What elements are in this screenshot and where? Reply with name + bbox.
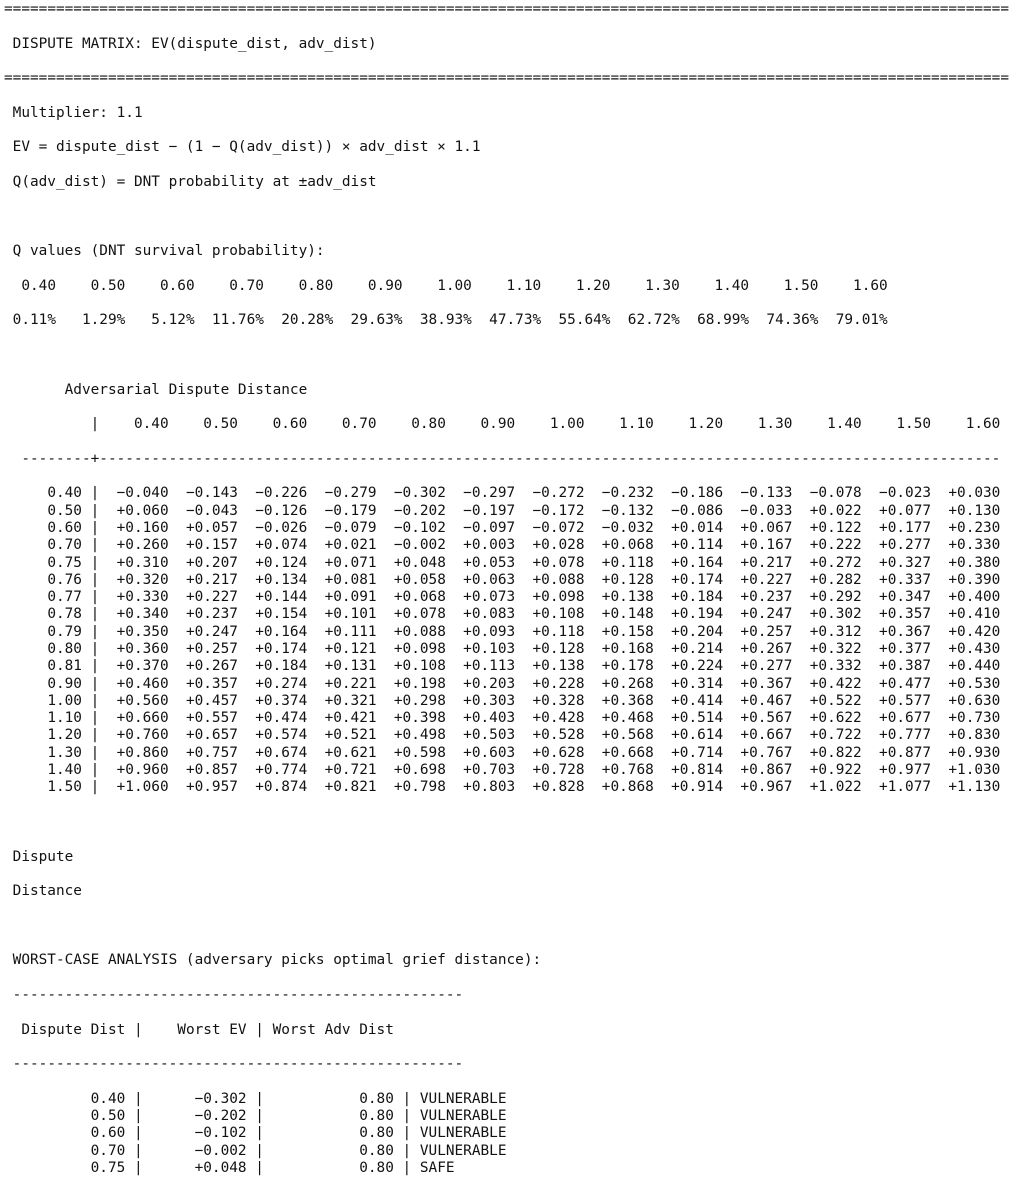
q-definition-line: Q(adv_dist) = DNT probability at ±adv_dist (12, 173, 377, 190)
matrix-separator: --------+-------------------------------------------------------------------------------------------------------- (4, 450, 1001, 467)
matrix-row: 0.50 | +0.060 −0.043 −0.126 −0.179 −0.202 −0.197 −0.172 −0.132 −0.086 −0.033 +0.022 +0.077 +0.130 (4, 502, 1001, 519)
worst-case-row: 0.40 | −0.302 | 0.80 | VULNERABLE (4, 1090, 507, 1107)
blank-line (4, 814, 1024, 831)
banner-bottom-border: ==================================================================================================================== (4, 70, 1010, 87)
q-probabilities-line: 0.11% 1.29% 5.12% 11.76% 20.28% 29.63% 38.93% 47.73% 55.64% 62.72% 68.99% 74.36% 79.01% (4, 312, 888, 329)
matrix-row: 0.78 | +0.340 +0.237 +0.154 +0.101 +0.078 +0.083 +0.108 +0.148 +0.194 +0.247 +0.302 +0.357 +0.410 (4, 606, 1001, 623)
matrix-row: 0.76 | +0.320 +0.217 +0.134 +0.081 +0.058 +0.063 +0.088 +0.128 +0.174 +0.227 +0.282 +0.337 +0.390 (4, 571, 1001, 588)
matrix-row: 1.20 | +0.760 +0.657 +0.574 +0.521 +0.498 +0.503 +0.528 +0.568 +0.614 +0.667 +0.722 +0.777 +0.830 (4, 727, 1001, 744)
matrix-row-axis-label-2: Distance (12, 883, 82, 900)
matrix-row: 0.40 | −0.040 −0.143 −0.226 −0.279 −0.302 −0.297 −0.272 −0.232 −0.186 −0.133 −0.078 −0.023 +0.030 (4, 485, 1001, 502)
worst-case-separator-bottom: ---------------------------------------------------- (4, 1056, 464, 1073)
matrix-row: 0.80 | +0.360 +0.257 +0.174 +0.121 +0.098 +0.103 +0.128 +0.168 +0.214 +0.267 +0.322 +0.377 +0.430 (4, 640, 1001, 657)
worst-case-row: 0.50 | −0.202 | 0.80 | VULNERABLE (4, 1108, 507, 1124)
matrix-row: 0.60 | +0.160 +0.057 −0.026 −0.079 −0.102 −0.097 −0.072 −0.032 +0.014 +0.067 +0.122 +0.177 +0.230 (4, 519, 1001, 536)
page-title: DISPUTE MATRIX: EV(dispute_dist, adv_dist) (12, 35, 377, 52)
worst-case-rows (4, 1091, 1024, 1177)
blank-line (4, 347, 1024, 364)
matrix-row: 0.75 | +0.310 +0.207 +0.124 +0.071 +0.048 +0.053 +0.078 +0.118 +0.164 +0.217 +0.272 +0.327 +0.380 (4, 554, 1001, 571)
matrix-row: 1.30 | +0.860 +0.757 +0.674 +0.621 +0.598 +0.603 +0.628 +0.668 +0.714 +0.767 +0.822 +0.877 +0.930 (4, 744, 1001, 761)
worst-case-row: 0.75 | +0.048 | 0.80 | SAFE (4, 1159, 455, 1176)
worst-case-separator-top: ---------------------------------------------------- (4, 986, 464, 1003)
ev-formula-line: EV = dispute_dist − (1 − Q(adv_dist)) × adv_dist × 1.1 (12, 139, 481, 156)
worst-case-heading: WORST-CASE ANALYSIS (adversary picks optimal grief distance): (12, 952, 542, 969)
matrix-row: 1.00 | +0.560 +0.457 +0.374 +0.321 +0.298 +0.303 +0.328 +0.368 +0.414 +0.467 +0.522 +0.577 +0.630 (4, 692, 1001, 709)
matrix-row: 1.50 | +1.060 +0.957 +0.874 +0.821 +0.798 +0.803 +0.828 +0.868 +0.914 +0.967 +1.022 +1.077 +1.130 (4, 779, 1001, 796)
matrix-row-axis-label-1: Dispute (12, 848, 74, 865)
matrix-row: 1.10 | +0.660 +0.557 +0.474 +0.421 +0.398 +0.403 +0.428 +0.468 +0.514 +0.567 +0.622 +0.677 +0.730 (4, 710, 1001, 727)
matrix-row: 0.77 | +0.330 +0.227 +0.144 +0.091 +0.068 +0.073 +0.098 +0.138 +0.184 +0.237 +0.292 +0.347 +0.400 (4, 589, 1001, 606)
multiplier-line: Multiplier: 1.1 (12, 104, 143, 121)
matrix-row: 0.90 | +0.460 +0.357 +0.274 +0.221 +0.198 +0.203 +0.228 +0.268 +0.314 +0.367 +0.422 +0.477 +0.530 (4, 675, 1001, 692)
q-distances-line: 0.40 0.50 0.60 0.70 0.80 0.90 1.00 1.10 1.20 1.30 1.40 1.50 1.60 (4, 277, 888, 294)
blank-line (4, 918, 1024, 935)
worst-case-row: 0.70 | −0.002 | 0.80 | VULNERABLE (4, 1142, 507, 1159)
matrix-row: 0.79 | +0.350 +0.247 +0.164 +0.111 +0.088 +0.093 +0.118 +0.158 +0.204 +0.257 +0.312 +0.367 +0.420 (4, 623, 1001, 640)
q-values-heading: Q values (DNT survival probability): (12, 243, 325, 260)
matrix-row: 1.40 | +0.960 +0.857 +0.774 +0.721 +0.698 +0.703 +0.728 +0.768 +0.814 +0.867 +0.922 +0.977 +1.030 (4, 762, 1001, 779)
blank-line (4, 209, 1024, 226)
matrix-col-axis-label: Adversarial Dispute Distance (64, 381, 308, 398)
matrix-col-headers: | 0.40 0.50 0.60 0.70 0.80 0.90 1.00 1.10 1.20 1.30 1.40 1.50 1.60 (4, 416, 1001, 433)
banner-top-border: ==================================================================================================================== (4, 1, 1010, 17)
matrix-row: 0.70 | +0.260 +0.157 +0.074 +0.021 −0.002 +0.003 +0.028 +0.068 +0.114 +0.167 +0.222 +0.277 +0.330 (4, 537, 1001, 554)
matrix-row: 0.81 | +0.370 +0.267 +0.184 +0.131 +0.108 +0.113 +0.138 +0.178 +0.224 +0.277 +0.332 +0.387 +0.440 (4, 658, 1001, 675)
worst-case-row: 0.60 | −0.102 | 0.80 | VULNERABLE (4, 1125, 507, 1142)
ev-matrix-rows (4, 485, 1024, 796)
worst-case-col-headers: Dispute Dist | Worst EV | Worst Adv Dist (4, 1021, 394, 1038)
